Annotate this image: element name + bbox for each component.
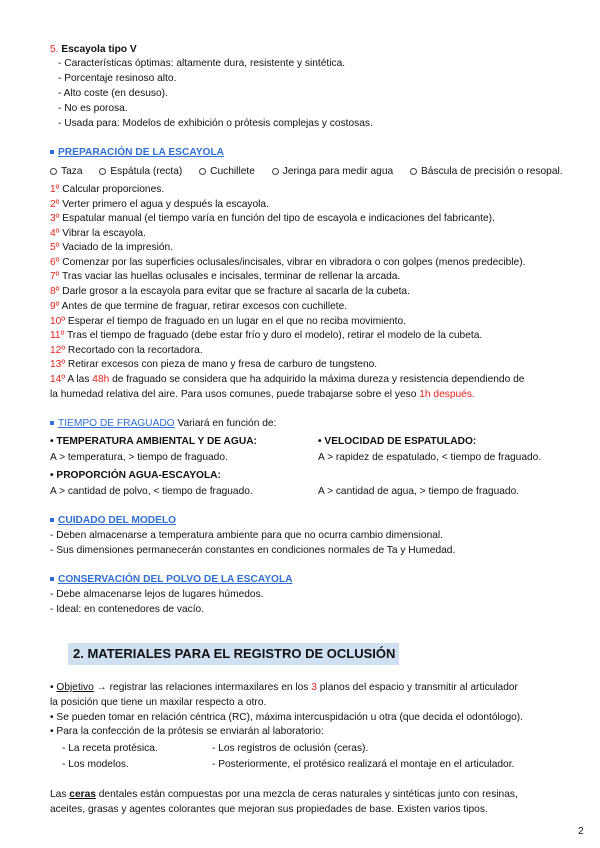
step-number: 3º — [50, 213, 60, 224]
objetivo-text: planos del espacio y transmitir al articulador — [319, 682, 518, 693]
prep-step-14-cont — [50, 389, 475, 400]
fraguado-heading — [50, 418, 276, 429]
s5-title: Escayola tipo V — [61, 44, 137, 55]
ceras-paragraph-cont: aceites, grasas y agentes colorantes que mejoran sus propiedades de base. Existen varios tipos. — [50, 804, 488, 815]
square-bullet-icon — [50, 577, 54, 581]
step-number: 12º — [50, 345, 66, 356]
cuidado-heading-text: CUIDADO DEL MODELO — [58, 515, 177, 526]
section2-bullet: • Se pueden tomar en relación céntrica (RC), máxima intercuspidación u otra (que decida el odontólogo). — [50, 712, 524, 723]
step-text: Verter primero el agua y después la escayola. — [62, 199, 269, 210]
tool-item: Báscula de precisión o resopal. — [421, 166, 563, 177]
s5-item: - Características óptimas: altamente dura, resistente y sintética. — [58, 58, 346, 69]
step-text: Comenzar por las superficies oclusales/incisales, vibrar en vibradora o con golpes (menos predecible). — [62, 257, 526, 268]
ceras-text: dentales están compuestas por una mezcla de ceras naturales y sintéticas junto con resinas, — [98, 789, 518, 800]
step-text: la humedad relativa del aire. Para usos comunes, puede trabajarse sobre el yeso — [50, 389, 417, 400]
step-text: Esperar el tiempo de fraguado en un lugar en el que no reciba movimiento. — [67, 316, 406, 327]
step-text: Calcular proporciones. — [62, 184, 165, 195]
s5-number: 5. — [50, 44, 59, 55]
step-number: 13º — [50, 359, 66, 370]
step-text: de fraguado se considera que ha adquirido la máxima dureza y resistencia dependiendo de — [112, 374, 525, 385]
step-number: 11º — [50, 330, 65, 341]
objetivo-number: 3 — [311, 682, 317, 693]
ceras-text: Las — [50, 789, 67, 800]
ceras-paragraph — [50, 789, 518, 800]
step-text: Vibrar la escayola. — [62, 228, 146, 239]
bullet: • — [50, 682, 54, 693]
section2-bullet: • Para la confección de la prótesis se enviarán al laboratorio: — [50, 726, 324, 737]
step-number: 14º — [50, 374, 66, 385]
conservacion-item: - Debe almacenarse lejos de lugares húmedos. — [50, 589, 264, 600]
objetivo-line-cont: la posición que tiene un maxilar respecto a otro. — [50, 697, 267, 708]
objetivo-label: Objetivo — [56, 682, 94, 693]
step-number: 8º — [50, 286, 60, 297]
step-number: 5º — [50, 242, 60, 253]
s5-item: - Usada para: Modelos de exhibición o prótesis complejas y costosas. — [58, 118, 373, 129]
square-bullet-icon — [50, 518, 54, 522]
square-bullet-icon — [50, 150, 54, 154]
step-text: Tras vaciar las huellas oclusales e incisales, terminar de rellenar la arcada. — [62, 271, 401, 282]
prep-heading-text: PREPARACIÓN DE LA ESCAYOLA — [58, 147, 225, 158]
conservacion-heading-text: CONSERVACIÓN DEL POLVO DE LA ESCAYOLA — [58, 574, 293, 585]
fraguado-factor-text: A > temperatura, > tiempo de fraguado. — [50, 452, 228, 463]
conservacion-item: - Ideal: en contenedores de vacío. — [50, 604, 205, 615]
step-number: 4º — [50, 228, 60, 239]
step-text: Retirar excesos con pieza de mano y fresa de carburo de tungsteno. — [67, 359, 378, 370]
prep-step — [50, 286, 410, 297]
cuidado-item: - Deben almacenarse a temperatura ambiente para que no ocurra cambio dimensional. — [50, 530, 444, 541]
fraguado-heading-text: TIEMPO DE FRAGUADO — [58, 418, 175, 429]
step-number: 1º — [50, 184, 60, 195]
step-number: 9º — [50, 301, 60, 312]
tool-item: Taza — [61, 166, 83, 177]
prep-step — [50, 316, 406, 327]
prep-step — [50, 345, 203, 356]
prep-step — [50, 257, 525, 268]
step-text: Vaciado de la impresión. — [62, 242, 174, 253]
fraguado-factor-title: • VELOCIDAD DE ESPATULADO: — [318, 436, 477, 447]
square-bullet-icon — [50, 421, 54, 425]
circle-bullet-icon — [99, 168, 106, 175]
prep-step — [50, 184, 164, 195]
lab-item: - La receta protésica. — [62, 743, 158, 754]
fraguado-factor-text: A > cantidad de polvo, < tiempo de fraguado. — [50, 486, 253, 497]
objetivo-text: → registrar las relaciones intermaxilares en los — [96, 682, 309, 693]
tool-item: Espátula (recta) — [110, 166, 183, 177]
fraguado-factor-text: A > rapidez de espatulado, < tiempo de fraguado. — [318, 452, 542, 463]
section2-heading-box — [68, 643, 399, 665]
step-number: 10º — [50, 316, 66, 327]
tool-item: Jeringa para medir agua — [282, 166, 394, 177]
prep-step — [50, 228, 146, 239]
prep-step-14 — [50, 374, 524, 385]
step-text: A las — [67, 374, 90, 385]
fraguado-factor-title: • TEMPERATURA AMBIENTAL Y DE AGUA: — [50, 436, 257, 447]
circle-bullet-icon — [272, 168, 279, 175]
prep-step — [50, 301, 347, 312]
prep-step — [50, 242, 173, 253]
ceras-term: ceras — [69, 789, 96, 800]
step-text: Espatular manual (el tiempo varía en función del tipo de escayola e indicaciones del fabricante). — [62, 213, 495, 224]
fraguado-factor-text: A > cantidad de agua, > tiempo de fraguado. — [318, 486, 520, 497]
step-number: 2º — [50, 199, 60, 210]
page-number: 2 — [578, 826, 584, 837]
highlight-48h: 48h — [92, 374, 110, 385]
lab-item: - Posteriormente, el protésico realizará el montaje en el articulador. — [212, 759, 515, 770]
step-text: Darle grosor a la escayola para evitar que se fracture al sacarla de la cubeta. — [62, 286, 410, 297]
highlight-1h: 1h después. — [419, 389, 475, 400]
s5-heading — [50, 44, 137, 55]
prep-step — [50, 271, 400, 282]
conservacion-heading — [50, 574, 293, 585]
objetivo-line — [50, 682, 518, 693]
s5-item: - No es porosa. — [58, 103, 128, 114]
circle-bullet-icon — [199, 168, 206, 175]
prep-step — [50, 199, 269, 210]
section2-title: 2. MATERIALES PARA EL REGISTRO DE OCLUSIÓN — [73, 646, 396, 661]
s5-item: - Alto coste (en desuso). — [58, 88, 168, 99]
prep-heading — [50, 147, 224, 158]
step-text: Recortado con la recortadora. — [67, 345, 203, 356]
cuidado-item: - Sus dimensiones permanecerán constantes en condiciones normales de Ta y Humedad. — [50, 545, 456, 556]
s5-item: - Porcentaje resinoso alto. — [58, 73, 177, 84]
circle-bullet-icon — [410, 168, 417, 175]
step-text: Tras el tiempo de fraguado (debe estar frío y duro el modelo), retirar el modelo de la cubeta. — [66, 330, 483, 341]
fraguado-factor-title: • PROPORCIÓN AGUA-ESCAYOLA: — [50, 470, 221, 481]
step-number: 6º — [50, 257, 60, 268]
lab-item: - Los registros de oclusión (ceras). — [212, 743, 369, 754]
fraguado-intro: Variará en función de: — [177, 418, 277, 429]
prep-step — [50, 330, 482, 341]
lab-item: - Los modelos. — [62, 759, 129, 770]
prep-tools — [50, 166, 563, 177]
circle-bullet-icon — [50, 168, 57, 175]
tool-item: Cuchillete — [210, 166, 255, 177]
step-text: Antes de que termine de fraguar, retirar excesos con cuchillete. — [61, 301, 348, 312]
step-number: 7º — [50, 271, 60, 282]
prep-step — [50, 213, 495, 224]
prep-step — [50, 359, 377, 370]
cuidado-heading — [50, 515, 176, 526]
